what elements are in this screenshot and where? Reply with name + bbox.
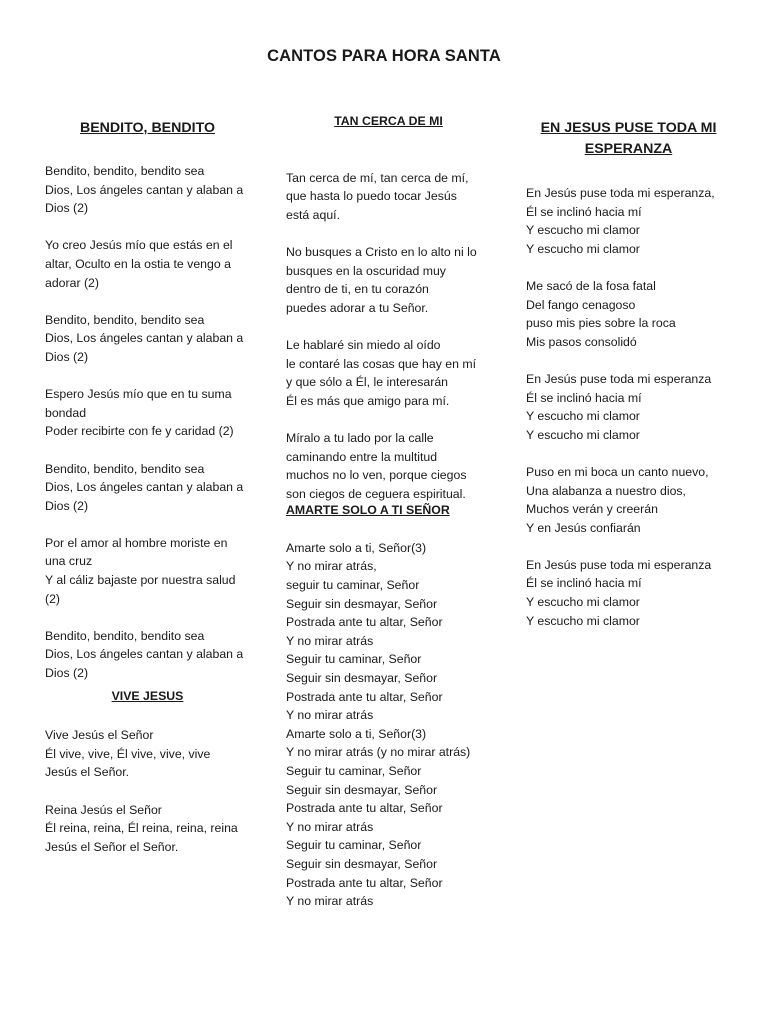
song-bendito-bendito <box>45 118 250 683</box>
stanza: Bendito, bendito, bendito sea Dios, Los ángeles cantan y alaban a Dios (2) <box>45 628 244 681</box>
stanza: En Jesús puse toda mi esperanza Él se inclinó hacia mí Y escucho mi clamor Y escucho mi clamor <box>526 371 712 442</box>
song-title: AMARTE SOLO A TI SEÑOR <box>286 503 450 518</box>
song-vive-jesus <box>45 687 250 857</box>
stanza: Míralo a tu lado por la calle caminando entre la multitud muchos no lo ven, porque ciegos son ciegos de ceguera espiritual. <box>286 430 467 501</box>
song-tan-cerca-de-mi <box>286 112 491 503</box>
stanza: En Jesús puse toda mi esperanza Él se inclinó hacia mí Y escucho mi clamor Y escucho mi clamor <box>526 557 712 628</box>
column-right <box>526 118 731 630</box>
page-title: CANTOS PARA HORA SANTA <box>267 47 501 65</box>
song-title: TAN CERCA DE MI <box>334 114 443 128</box>
song-en-jesus-puse <box>526 118 731 630</box>
stanza: En Jesús puse toda mi esperanza, Él se inclinó hacia mí Y escucho mi clamor Y escucho mi clamor <box>526 186 715 256</box>
song-title: VIVE JESUS <box>111 688 184 703</box>
column-middle <box>286 112 491 911</box>
stanza: Yo creo Jesús mío que estás en el altar, Oculto en la ostia te vengo a adorar (2) <box>45 238 233 290</box>
stanza: Le hablaré sin miedo al oído le contaré las cosas que hay en mí y que sólo a Él, le interesarán Él es más que amigo para mí. <box>286 337 477 408</box>
stanza: Vive Jesús el Señor Él vive, vive, Él vive, vive, vive Jesús el Señor. <box>45 728 211 780</box>
song-title: BENDITO, BENDITO <box>79 120 216 136</box>
stanza: Bendito, bendito, bendito sea Dios, Los ángeles cantan y alaban a Dios (2) <box>45 312 244 364</box>
song-title: EN JESUS PUSE TODA MI ESPERANZA <box>540 120 717 157</box>
stanza: Amarte solo a ti, Señor(3) Y no mirar atrás, seguir tu caminar, Señor Seguir sin desmayar, Señor Postrada ante tu altar, Señor Y no mirar atrás Seguir tu caminar, Señor Seguir sin desmayar, Señor Postrada ante tu altar, Señor Y no mirar atrás Amarte solo a ti, Señor(3) Y no mirar atrás (y no mirar atrás) Seguir tu caminar, Señor Seguir sin desmayar, Señor Postrada ante tu altar, Señor Y no mirar atrás Seguir tu caminar, Señor Seguir sin desmayar, Señor Postrada ante tu altar, Señor Y no mirar atrás <box>286 540 471 909</box>
stanza: Bendito, bendito, bendito sea Dios, Los ángeles cantan y alaban a Dios (2) <box>45 164 244 216</box>
stanza: No busques a Cristo en lo alto ni lo busques en la oscuridad muy dentro de ti, en tu corazón puedes adorar a tu Señor. <box>286 244 477 315</box>
stanza: Puso en mi boca un canto nuevo, Una alabanza a nuestro dios, Muchos verán y creerán Y en Jesús confiarán <box>526 464 709 535</box>
stanza: Tan cerca de mí, tan cerca de mí, que hasta lo puedo tocar Jesús está aquí. <box>286 170 469 222</box>
stanza: Reina Jesús el Señor Él reina, reina, Él reina, reina, reina Jesús el Señor el Señor. <box>45 802 238 854</box>
song-amarte-solo-a-ti <box>286 501 491 910</box>
stanza: Por el amor al hombre moriste en una cruz Y al cáliz bajaste por nuestra salud (2) <box>45 535 236 606</box>
stanza: Me sacó de la fosa fatal Del fango cenagoso puso mis pies sobre la roca Mis pasos consolidó <box>526 278 676 349</box>
stanza: Espero Jesús mío que en tu suma bondad Poder recibirte con fe y caridad (2) <box>45 387 234 439</box>
column-left <box>45 118 250 856</box>
stanza: Bendito, bendito, bendito sea Dios, Los ángeles cantan y alaban a Dios (2) <box>45 461 244 513</box>
